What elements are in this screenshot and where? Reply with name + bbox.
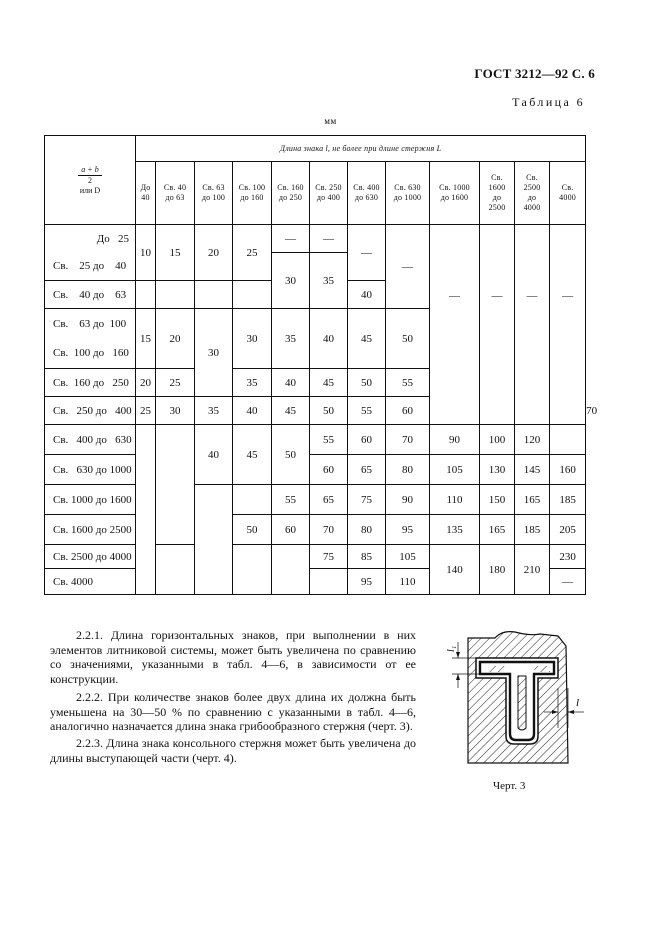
table-cell: 50 (348, 369, 386, 397)
table-label: Таблица 6 (512, 95, 585, 109)
table-cell (430, 339, 480, 425)
table-cell: 25 (233, 225, 272, 281)
table-cell: — (430, 253, 480, 339)
row-header-cell (45, 136, 136, 225)
row-label: Св. 1000 до 1600 (45, 485, 136, 515)
table-cell: 30 (195, 309, 233, 397)
table-cell: — (272, 225, 310, 253)
col-header: Св. 63 до 100 (195, 162, 233, 225)
table-cell: 55 (386, 369, 430, 397)
table-cell: 40 (272, 369, 310, 397)
row-label: Св. 2500 до 4000 (45, 545, 136, 569)
table-cell: 30 (233, 309, 272, 369)
table-cell: 45 (272, 397, 310, 425)
table-cell: — (550, 569, 586, 595)
table-cell: 20 (136, 369, 156, 397)
table-cell (156, 545, 195, 595)
table-cell: 35 (272, 309, 310, 369)
table-cell: 55 (348, 397, 386, 425)
table-cell: 40 (233, 397, 272, 425)
paragraph-2-2-1: 2.2.1. Длина горизонтальных знаков, при выполнении в них элементов литниковой системы, может быть увеличена по сравнению со значениями, указанными в табл. 4—6, в зависимости от ее конструкции. (50, 628, 416, 686)
table-cell (233, 485, 272, 515)
table-cell: 150 (480, 485, 515, 515)
row-header-or: или D (79, 185, 101, 195)
table-cell: 80 (386, 455, 430, 485)
table-cell: 35 (233, 369, 272, 397)
table-cell: 65 (310, 485, 348, 515)
table-cell: 165 (480, 515, 515, 545)
table-cell: 100 (480, 425, 515, 455)
table-cell: 20 (156, 309, 195, 369)
dimension-l1-label: l₁ (446, 645, 457, 652)
table-cell: 105 (430, 455, 480, 485)
table-cell: 165 (515, 485, 550, 515)
row-header-numerator: a + b (78, 165, 101, 176)
table-cell: 40 (348, 281, 386, 309)
table-cell (515, 225, 550, 253)
table-cell: 230 (550, 545, 586, 569)
table-cell: 120 (515, 425, 550, 455)
table-cell: 55 (310, 425, 348, 455)
row-label: Св. 160 до 250 (45, 369, 136, 397)
table-cell: 75 (310, 545, 348, 569)
figure-caption: Черт. 3 (493, 780, 526, 792)
table-cell (136, 425, 156, 595)
table-cell: 95 (348, 569, 386, 595)
row-label: Св. 250 до 400 (45, 397, 136, 425)
col-header: Св. 1000 до 1600 (430, 162, 480, 225)
table-cell: — (515, 253, 550, 339)
paragraph-2-2-3: 2.2.3. Длина знака консольного стержня может быть увеличена до длины выступающей части (черт. 4). (50, 736, 416, 765)
table-cell: 75 (348, 485, 386, 515)
table-cell: 15 (136, 309, 156, 369)
col-header: Св. 400 до 630 (348, 162, 386, 225)
row-label: Св. 63 до 100 (45, 309, 136, 339)
units-label: мм (324, 116, 337, 126)
table-cell (195, 485, 233, 595)
table-cell (310, 569, 348, 595)
col-header: Св. 160 до 250 (272, 162, 310, 225)
table-cell: 50 (386, 309, 430, 369)
col-header: Св. 1600 до 2500 (480, 162, 515, 225)
table-cell: 35 (195, 397, 233, 425)
table-cell (195, 281, 233, 309)
table-cell: 210 (515, 545, 550, 595)
table-cell: 40 (310, 309, 348, 369)
row-label: Св. 100 до 160 (45, 339, 136, 369)
page-header: ГОСТ 3212—92 С. 6 (474, 66, 595, 81)
table-cell (550, 225, 586, 253)
dimension-l-label: l (576, 697, 580, 709)
table-cell: 30 (272, 253, 310, 309)
col-header: Св. 4000 (550, 162, 586, 225)
table-cell (515, 339, 550, 425)
col-header: До 40 (136, 162, 156, 225)
table-cell: — (480, 253, 515, 339)
table-cell: 90 (430, 425, 480, 455)
table-cell: 10 (136, 225, 156, 281)
table-cell (550, 339, 586, 425)
table-cell (430, 225, 480, 253)
table-cell: — (348, 225, 386, 281)
col-header: Св. 100 до 160 (233, 162, 272, 225)
table-cell: 60 (386, 397, 430, 425)
table-cell (233, 545, 272, 595)
table-cell: 45 (348, 309, 386, 369)
table-cell: 50 (310, 397, 348, 425)
table-cell: 45 (310, 369, 348, 397)
row-label: Св. 4000 (45, 569, 136, 595)
table-cell: 135 (430, 515, 480, 545)
table-cell: 90 (386, 485, 430, 515)
table-cell: 95 (386, 515, 430, 545)
row-label: Св. 25 до 40 (45, 253, 136, 281)
table-cell: 50 (272, 425, 310, 485)
col-header: Св. 630 до 1000 (386, 162, 430, 225)
row-label: Св. 400 до 630 (45, 425, 136, 455)
table-cell (136, 281, 156, 309)
table-cell: 80 (348, 515, 386, 545)
col-header: Св. 250 до 400 (310, 162, 348, 225)
table-cell: 140 (430, 545, 480, 595)
table-cell: — (386, 225, 430, 309)
table-cell (156, 281, 195, 309)
table-cell: 145 (515, 455, 550, 485)
table-cell: 110 (386, 569, 430, 595)
table-cell: 45 (233, 425, 272, 485)
table-cell (550, 425, 586, 455)
table-cell: 60 (348, 425, 386, 455)
mushroom-core-drawing (440, 628, 586, 768)
table-cell: 35 (310, 253, 348, 309)
table-cell (480, 225, 515, 253)
table-cell: 50 (233, 515, 272, 545)
table-cell: 60 (310, 455, 348, 485)
table-cell (233, 281, 272, 309)
row-header-denominator: 2 (88, 175, 92, 185)
table-cell: 70 (310, 515, 348, 545)
table-cell: 105 (386, 545, 430, 569)
table-cell: 185 (515, 515, 550, 545)
data-table: a + b 2 или D Длина знака l, не более при длине стержня L До 40 Св. 40 до 63 Св. 63 до 100 Св. 100 до 160 Св. 160 до 250 Св. 250 до 400 Св. 400 до 630 Св. 630 до 1000 Св. 1000 до 1600 Св. 1600 до 2500 Св. 2500 до 4000 Св. 4000 До 25 10 15 20 25 — — — — Св. 25 до 40 30 35 — — — — Св. 40 до 63 40 Св. 63 до 100 15 20 30 30 35 40 45 50 Св. 100 до 160 Св. 160 до 250 20 25 35 40 45 50 55 Св. 250 до 400 25 30 35 40 45 50 55 60 70 Св. 400 до 630 40 45 50 55 60 70 90 100 120 Св. 630 до 1000 60 65 80 105 130 145 160 Св. 1000 до 1600 55 65 75 90 110 150 165 185 Св. 1600 до 2500 50 60 70 80 95 135 165 185 205 Св. 2500 до 4000 75 85 105 140 180 210 230 Св. 4000 95 110 — (44, 135, 586, 595)
table-cell: 85 (348, 545, 386, 569)
row-label: До 25 (45, 225, 136, 253)
table-cell (480, 339, 515, 425)
table-cell: 55 (272, 485, 310, 515)
table-cell: 40 (195, 425, 233, 485)
table-cell: — (310, 225, 348, 253)
table-cell: 130 (480, 455, 515, 485)
table-cell: 110 (430, 485, 480, 515)
table-cell: 160 (550, 455, 586, 485)
table-cell: 185 (550, 485, 586, 515)
table-cell: 15 (156, 225, 195, 281)
row-label: Св. 40 до 63 (45, 281, 136, 309)
table-cell: — (550, 253, 586, 339)
table-cell: 70 (386, 425, 430, 455)
row-label: Св. 1600 до 2500 (45, 515, 136, 545)
table-cell: 60 (272, 515, 310, 545)
table-cell: 25 (156, 369, 195, 397)
col-header: Св. 40 до 63 (156, 162, 195, 225)
table-cell: 180 (480, 545, 515, 595)
col-header: Св. 2500 до 4000 (515, 162, 550, 225)
table-cell: 205 (550, 515, 586, 545)
column-group-header: Длина знака l, не более при длине стержня L (136, 136, 586, 162)
table-cell (156, 425, 195, 545)
table-cell: 30 (156, 397, 195, 425)
table-cell (272, 545, 310, 595)
paragraph-2-2-2: 2.2.2. При количестве знаков более двух длина их должна быть уменьшена на 30—50 % по сравнению с указанными в табл. 4—6, аналогично назначается длина знака грибообразного стержня (черт. 3). (50, 690, 416, 733)
table-cell: 20 (195, 225, 233, 281)
table-cell: 65 (348, 455, 386, 485)
row-label: Св. 630 до 1000 (45, 455, 136, 485)
table-cell: 25 (136, 397, 156, 425)
